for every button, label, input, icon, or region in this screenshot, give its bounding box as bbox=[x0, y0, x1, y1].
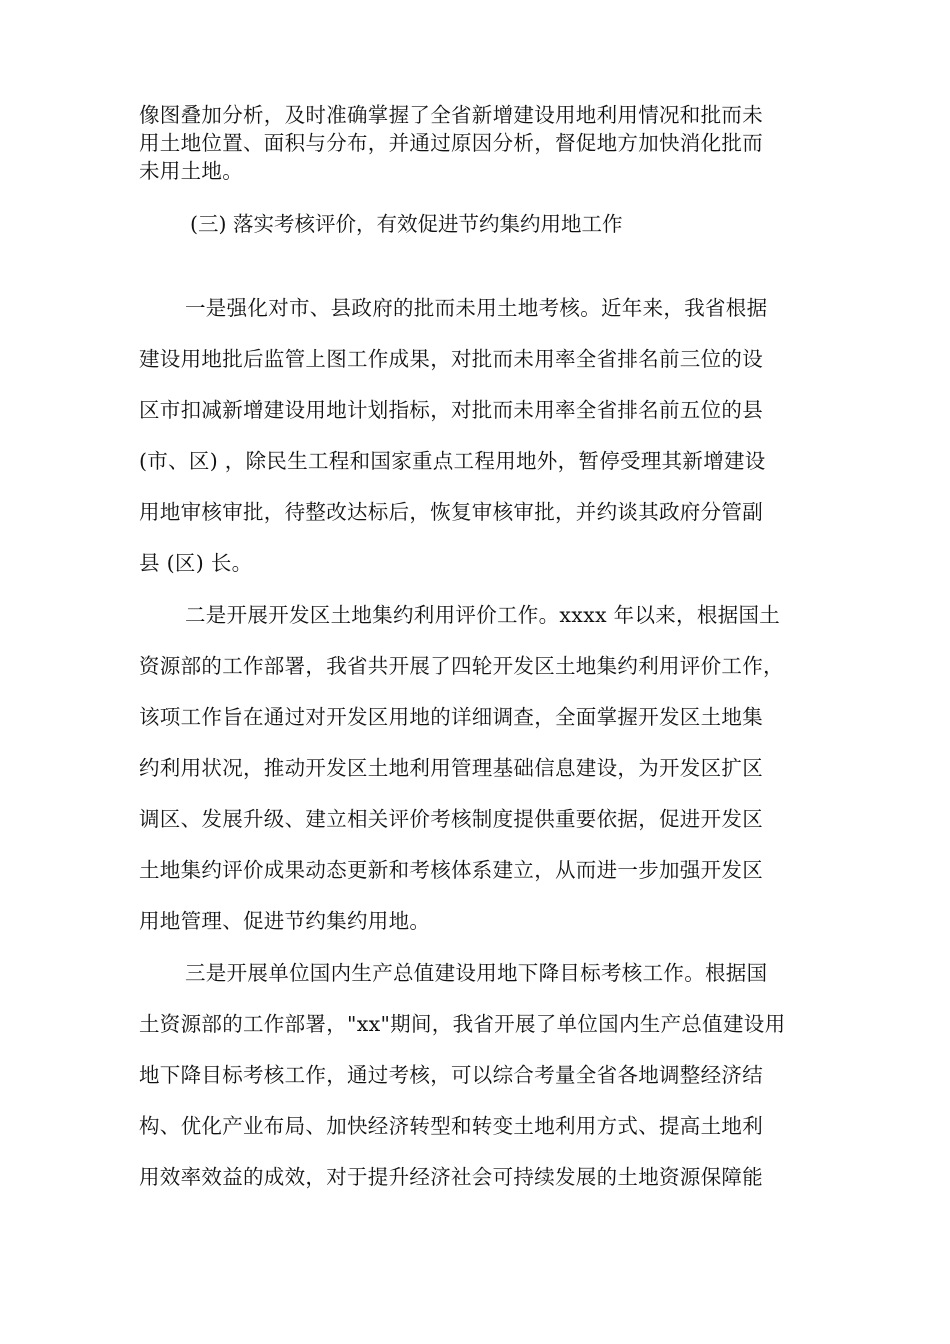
paragraph-line: 该项工作旨在通过对开发区用地的详细调查，全面掌握开发区土地集 bbox=[139, 705, 763, 729]
paragraph-line: 未用土地。 bbox=[139, 159, 243, 183]
paragraph-line: 用地管理、促进节约集约用地。 bbox=[139, 909, 431, 933]
paragraph-line: 用土地位置、面积与分布，并通过原因分析，督促地方加快消化批而 bbox=[139, 131, 763, 155]
paragraph-3 bbox=[139, 590, 829, 947]
paragraph-line: (市、区) ，除民生工程和国家重点工程用地外，暂停受理其新增建设 bbox=[139, 449, 766, 473]
section-heading: (三) 落实考核评价，有效促进节约集约用地工作 bbox=[190, 212, 623, 236]
paragraph-2 bbox=[139, 283, 829, 589]
paragraph-line: 约利用状况，推动开发区土地利用管理基础信息建设，为开发区扩区 bbox=[139, 756, 763, 780]
paragraph-line: 地下降目标考核工作，通过考核，可以综合考量全省各地调整经济结 bbox=[139, 1063, 763, 1087]
paragraph-line: 土地集约评价成果动态更新和考核体系建立，从而进一步加强开发区 bbox=[139, 858, 763, 882]
paragraph-line: 用地审核审批，待整改达标后，恢复审核审批，并约谈其政府分管副 bbox=[139, 500, 763, 524]
paragraph-line: 区市扣减新增建设用地计划指标，对批而未用率全省排名前五位的县 bbox=[139, 398, 763, 422]
paragraph-line: 资源部的工作部署，我省共开展了四轮开发区土地集约利用评价工作， bbox=[139, 654, 784, 678]
paragraph-line: 二是开展开发区土地集约利用评价工作。xxxx 年以来，根据国土 bbox=[185, 603, 781, 627]
paragraph-line: 调区、发展升级、建立相关评价考核制度提供重要依据，促进开发区 bbox=[139, 807, 763, 831]
paragraph-line: 三是开展单位国内生产总值建设用地下降目标考核工作。根据国 bbox=[185, 961, 768, 985]
paragraph-line: 县 (区) 长。 bbox=[139, 551, 253, 575]
paragraph-line: 建设用地批后监管上图工作成果，对批而未用率全省排名前三位的设 bbox=[139, 347, 763, 371]
paragraph-line: 土资源部的工作部署，"xx"期间，我省开展了单位国内生产总值建设用 bbox=[139, 1012, 786, 1036]
paragraph-line: 像图叠加分析，及时准确掌握了全省新增建设用地利用情况和批而未 bbox=[139, 103, 763, 127]
paragraph-line: 构、优化产业布局、加快经济转型和转变土地利用方式、提高土地利 bbox=[139, 1114, 763, 1138]
paragraph-1 bbox=[139, 101, 829, 185]
paragraph-line: 一是强化对市、县政府的批而未用土地考核。近年来，我省根据 bbox=[185, 296, 768, 320]
paragraph-4 bbox=[139, 948, 829, 1203]
paragraph-line: 用效率效益的成效，对于提升经济社会可持续发展的土地资源保障能 bbox=[139, 1165, 763, 1189]
